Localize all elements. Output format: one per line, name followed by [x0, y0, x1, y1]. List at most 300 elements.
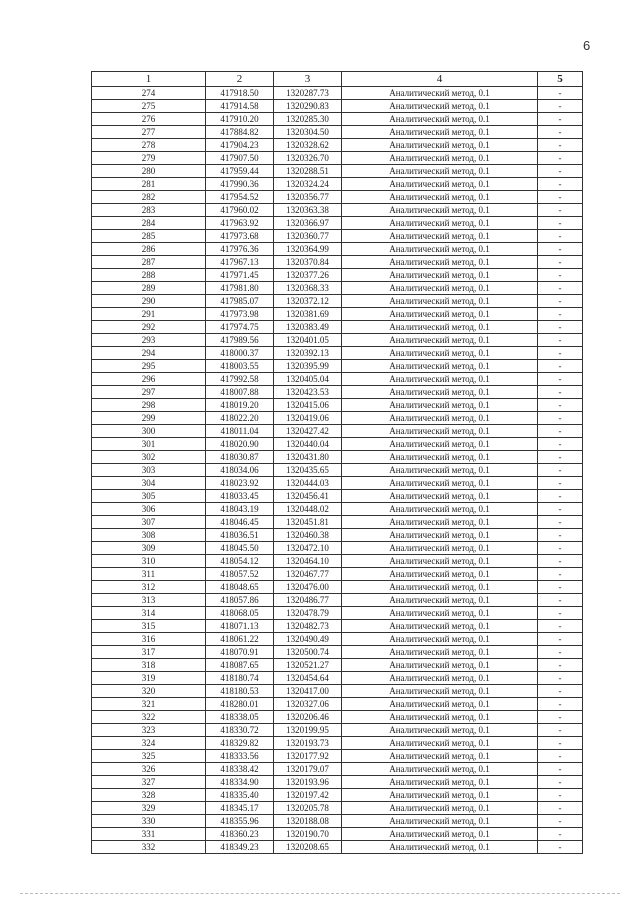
x-coordinate-cell: 418019.20: [206, 399, 274, 412]
x-coordinate-cell: 418023.92: [206, 477, 274, 490]
method-cell: Аналитический метод, 0.1: [342, 282, 538, 295]
description-cell: -: [538, 828, 583, 841]
table-row: [92, 126, 583, 139]
y-coordinate-cell: 1320324.24: [274, 178, 342, 191]
description-cell: -: [538, 360, 583, 373]
y-coordinate-cell: 1320482.73: [274, 620, 342, 633]
x-coordinate-cell: 417954.52: [206, 191, 274, 204]
y-coordinate-cell: 1320356.77: [274, 191, 342, 204]
method-cell: Аналитический метод, 0.1: [342, 594, 538, 607]
description-cell: -: [538, 815, 583, 828]
table-row: [92, 230, 583, 243]
method-cell: Аналитический метод, 0.1: [342, 490, 538, 503]
table-row: [92, 529, 583, 542]
table-row: [92, 165, 583, 178]
y-coordinate-cell: 1320366.97: [274, 217, 342, 230]
point-number-cell: 317: [92, 646, 206, 659]
x-coordinate-cell: 417907.50: [206, 152, 274, 165]
description-cell: -: [538, 503, 583, 516]
point-number-cell: 322: [92, 711, 206, 724]
y-coordinate-cell: 1320401.05: [274, 334, 342, 347]
table-row: [92, 178, 583, 191]
x-coordinate-cell: 418011.04: [206, 425, 274, 438]
y-coordinate-cell: 1320395.99: [274, 360, 342, 373]
x-coordinate-cell: 417974.75: [206, 321, 274, 334]
x-coordinate-cell: 418007.88: [206, 386, 274, 399]
table-row: [92, 425, 583, 438]
point-number-cell: 330: [92, 815, 206, 828]
point-number-cell: 332: [92, 841, 206, 854]
description-cell: -: [538, 217, 583, 230]
point-number-cell: 291: [92, 308, 206, 321]
method-cell: Аналитический метод, 0.1: [342, 672, 538, 685]
method-cell: Аналитический метод, 0.1: [342, 204, 538, 217]
description-cell: -: [538, 373, 583, 386]
description-cell: -: [538, 802, 583, 815]
method-cell: Аналитический метод, 0.1: [342, 828, 538, 841]
y-coordinate-cell: 1320435.65: [274, 464, 342, 477]
table-row: [92, 685, 583, 698]
y-coordinate-cell: 1320427.42: [274, 425, 342, 438]
y-coordinate-cell: 1320193.73: [274, 737, 342, 750]
description-cell: -: [538, 724, 583, 737]
table-row: [92, 698, 583, 711]
table-row: [92, 737, 583, 750]
point-number-cell: 281: [92, 178, 206, 191]
y-coordinate-cell: 1320205.78: [274, 802, 342, 815]
table-row: [92, 555, 583, 568]
point-number-cell: 311: [92, 568, 206, 581]
column-header-description: 5: [538, 72, 583, 87]
y-coordinate-cell: 1320179.07: [274, 763, 342, 776]
method-cell: Аналитический метод, 0.1: [342, 334, 538, 347]
table-row: [92, 828, 583, 841]
method-cell: Аналитический метод, 0.1: [342, 724, 538, 737]
point-number-cell: 318: [92, 659, 206, 672]
point-number-cell: 299: [92, 412, 206, 425]
y-coordinate-cell: 1320190.70: [274, 828, 342, 841]
x-coordinate-cell: 418349.23: [206, 841, 274, 854]
table-row: [92, 243, 583, 256]
point-number-cell: 290: [92, 295, 206, 308]
table-row: [92, 100, 583, 113]
x-coordinate-cell: 418036.51: [206, 529, 274, 542]
y-coordinate-cell: 1320383.49: [274, 321, 342, 334]
description-cell: -: [538, 711, 583, 724]
method-cell: Аналитический метод, 0.1: [342, 750, 538, 763]
table-body: [92, 87, 583, 854]
y-coordinate-cell: 1320431.80: [274, 451, 342, 464]
point-number-cell: 276: [92, 113, 206, 126]
y-coordinate-cell: 1320467.77: [274, 568, 342, 581]
x-coordinate-cell: 417992.58: [206, 373, 274, 386]
x-coordinate-cell: 418048.65: [206, 581, 274, 594]
method-cell: Аналитический метод, 0.1: [342, 646, 538, 659]
table-row: [92, 256, 583, 269]
point-number-cell: 328: [92, 789, 206, 802]
point-number-cell: 325: [92, 750, 206, 763]
description-cell: -: [538, 399, 583, 412]
y-coordinate-cell: 1320287.73: [274, 87, 342, 100]
method-cell: Аналитический метод, 0.1: [342, 100, 538, 113]
table-row: [92, 347, 583, 360]
x-coordinate-cell: 418022.20: [206, 412, 274, 425]
description-cell: -: [538, 438, 583, 451]
description-cell: -: [538, 776, 583, 789]
method-cell: Аналитический метод, 0.1: [342, 633, 538, 646]
description-cell: -: [538, 737, 583, 750]
x-coordinate-cell: 417967.13: [206, 256, 274, 269]
y-coordinate-cell: 1320419.06: [274, 412, 342, 425]
description-cell: -: [538, 841, 583, 854]
description-cell: -: [538, 542, 583, 555]
point-number-cell: 304: [92, 477, 206, 490]
x-coordinate-cell: 417989.56: [206, 334, 274, 347]
description-cell: -: [538, 334, 583, 347]
y-coordinate-cell: 1320199.95: [274, 724, 342, 737]
x-coordinate-cell: 418355.96: [206, 815, 274, 828]
table-row: [92, 386, 583, 399]
table-row: [92, 477, 583, 490]
description-cell: -: [538, 347, 583, 360]
x-coordinate-cell: 418043.19: [206, 503, 274, 516]
y-coordinate-cell: 1320381.69: [274, 308, 342, 321]
point-number-cell: 282: [92, 191, 206, 204]
y-coordinate-cell: 1320444.03: [274, 477, 342, 490]
point-number-cell: 278: [92, 139, 206, 152]
description-cell: -: [538, 412, 583, 425]
table-row: [92, 763, 583, 776]
method-cell: Аналитический метод, 0.1: [342, 542, 538, 555]
method-cell: Аналитический метод, 0.1: [342, 711, 538, 724]
description-cell: -: [538, 178, 583, 191]
table-header: [92, 72, 583, 87]
y-coordinate-cell: 1320327.06: [274, 698, 342, 711]
x-coordinate-cell: 418087.65: [206, 659, 274, 672]
description-cell: -: [538, 529, 583, 542]
x-coordinate-cell: 418003.55: [206, 360, 274, 373]
point-number-cell: 287: [92, 256, 206, 269]
method-cell: Аналитический метод, 0.1: [342, 230, 538, 243]
y-coordinate-cell: 1320364.99: [274, 243, 342, 256]
y-coordinate-cell: 1320288.51: [274, 165, 342, 178]
description-cell: -: [538, 620, 583, 633]
method-cell: Аналитический метод, 0.1: [342, 295, 538, 308]
coordinates-table: [91, 71, 583, 854]
x-coordinate-cell: 418338.05: [206, 711, 274, 724]
description-cell: -: [538, 594, 583, 607]
point-number-cell: 307: [92, 516, 206, 529]
table-row: [92, 451, 583, 464]
description-cell: -: [538, 685, 583, 698]
method-cell: Аналитический метод, 0.1: [342, 256, 538, 269]
table-row: [92, 672, 583, 685]
table-row: [92, 139, 583, 152]
description-cell: -: [538, 165, 583, 178]
point-number-cell: 296: [92, 373, 206, 386]
method-cell: Аналитический метод, 0.1: [342, 568, 538, 581]
description-cell: -: [538, 464, 583, 477]
description-cell: -: [538, 256, 583, 269]
y-coordinate-cell: 1320490.49: [274, 633, 342, 646]
table-row: [92, 295, 583, 308]
method-cell: Аналитический метод, 0.1: [342, 165, 538, 178]
method-cell: Аналитический метод, 0.1: [342, 217, 538, 230]
description-cell: -: [538, 633, 583, 646]
description-cell: -: [538, 243, 583, 256]
x-coordinate-cell: 418034.06: [206, 464, 274, 477]
description-cell: -: [538, 126, 583, 139]
header-row: [92, 72, 583, 87]
method-cell: Аналитический метод, 0.1: [342, 373, 538, 386]
x-coordinate-cell: 418360.23: [206, 828, 274, 841]
table-row: [92, 633, 583, 646]
y-coordinate-cell: 1320188.08: [274, 815, 342, 828]
x-coordinate-cell: 418333.56: [206, 750, 274, 763]
description-cell: -: [538, 763, 583, 776]
y-coordinate-cell: 1320440.04: [274, 438, 342, 451]
point-number-cell: 312: [92, 581, 206, 594]
x-coordinate-cell: 418045.50: [206, 542, 274, 555]
point-number-cell: 306: [92, 503, 206, 516]
description-cell: -: [538, 646, 583, 659]
method-cell: Аналитический метод, 0.1: [342, 841, 538, 854]
point-number-cell: 308: [92, 529, 206, 542]
table-row: [92, 464, 583, 477]
y-coordinate-cell: 1320285.30: [274, 113, 342, 126]
table-row: [92, 113, 583, 126]
table-row: [92, 607, 583, 620]
x-coordinate-cell: 417959.44: [206, 165, 274, 178]
point-number-cell: 298: [92, 399, 206, 412]
y-coordinate-cell: 1320476.00: [274, 581, 342, 594]
point-number-cell: 292: [92, 321, 206, 334]
method-cell: Аналитический метод, 0.1: [342, 789, 538, 802]
method-cell: Аналитический метод, 0.1: [342, 477, 538, 490]
x-coordinate-cell: 417960.02: [206, 204, 274, 217]
y-coordinate-cell: 1320478.79: [274, 607, 342, 620]
description-cell: -: [538, 87, 583, 100]
method-cell: Аналитический метод, 0.1: [342, 464, 538, 477]
table-row: [92, 646, 583, 659]
y-coordinate-cell: 1320368.33: [274, 282, 342, 295]
table-row: [92, 841, 583, 854]
x-coordinate-cell: 418000.37: [206, 347, 274, 360]
method-cell: Аналитический метод, 0.1: [342, 399, 538, 412]
point-number-cell: 300: [92, 425, 206, 438]
point-number-cell: 310: [92, 555, 206, 568]
x-coordinate-cell: 418033.45: [206, 490, 274, 503]
y-coordinate-cell: 1320193.96: [274, 776, 342, 789]
point-number-cell: 284: [92, 217, 206, 230]
point-number-cell: 280: [92, 165, 206, 178]
description-cell: -: [538, 191, 583, 204]
table-row: [92, 581, 583, 594]
point-number-cell: 301: [92, 438, 206, 451]
method-cell: Аналитический метод, 0.1: [342, 243, 538, 256]
table-row: [92, 373, 583, 386]
point-number-cell: 289: [92, 282, 206, 295]
method-cell: Аналитический метод, 0.1: [342, 191, 538, 204]
x-coordinate-cell: 418329.82: [206, 737, 274, 750]
x-coordinate-cell: 418330.72: [206, 724, 274, 737]
x-coordinate-cell: 418180.53: [206, 685, 274, 698]
point-number-cell: 277: [92, 126, 206, 139]
method-cell: Аналитический метод, 0.1: [342, 620, 538, 633]
point-number-cell: 327: [92, 776, 206, 789]
description-cell: -: [538, 308, 583, 321]
table-row: [92, 399, 583, 412]
description-cell: -: [538, 568, 583, 581]
description-cell: -: [538, 295, 583, 308]
x-coordinate-cell: 417973.98: [206, 308, 274, 321]
y-coordinate-cell: 1320521.27: [274, 659, 342, 672]
y-coordinate-cell: 1320304.50: [274, 126, 342, 139]
table-row: [92, 516, 583, 529]
x-coordinate-cell: 417981.80: [206, 282, 274, 295]
point-number-cell: 302: [92, 451, 206, 464]
point-number-cell: 320: [92, 685, 206, 698]
description-cell: -: [538, 152, 583, 165]
point-number-cell: 319: [92, 672, 206, 685]
y-coordinate-cell: 1320451.81: [274, 516, 342, 529]
table-row: [92, 87, 583, 100]
method-cell: Аналитический метод, 0.1: [342, 737, 538, 750]
description-cell: -: [538, 659, 583, 672]
x-coordinate-cell: 418071.13: [206, 620, 274, 633]
y-coordinate-cell: 1320454.64: [274, 672, 342, 685]
description-cell: -: [538, 607, 583, 620]
point-number-cell: 288: [92, 269, 206, 282]
x-coordinate-cell: 418020.90: [206, 438, 274, 451]
x-coordinate-cell: 418054.12: [206, 555, 274, 568]
description-cell: -: [538, 139, 583, 152]
y-coordinate-cell: 1320460.38: [274, 529, 342, 542]
table-row: [92, 776, 583, 789]
y-coordinate-cell: 1320448.02: [274, 503, 342, 516]
x-coordinate-cell: 418046.45: [206, 516, 274, 529]
method-cell: Аналитический метод, 0.1: [342, 412, 538, 425]
table-row: [92, 620, 583, 633]
description-cell: -: [538, 282, 583, 295]
x-coordinate-cell: 418070.91: [206, 646, 274, 659]
table-row: [92, 711, 583, 724]
method-cell: Аналитический метод, 0.1: [342, 503, 538, 516]
method-cell: Аналитический метод, 0.1: [342, 607, 538, 620]
table-row: [92, 360, 583, 373]
point-number-cell: 329: [92, 802, 206, 815]
x-coordinate-cell: 417976.36: [206, 243, 274, 256]
method-cell: Аналитический метод, 0.1: [342, 425, 538, 438]
y-coordinate-cell: 1320423.53: [274, 386, 342, 399]
x-coordinate-cell: 418061.22: [206, 633, 274, 646]
point-number-cell: 295: [92, 360, 206, 373]
point-number-cell: 323: [92, 724, 206, 737]
point-number-cell: 285: [92, 230, 206, 243]
point-number-cell: 315: [92, 620, 206, 633]
method-cell: Аналитический метод, 0.1: [342, 451, 538, 464]
table-row: [92, 204, 583, 217]
method-cell: Аналитический метод, 0.1: [342, 529, 538, 542]
description-cell: -: [538, 386, 583, 399]
description-cell: -: [538, 555, 583, 568]
description-cell: -: [538, 269, 583, 282]
point-number-cell: 297: [92, 386, 206, 399]
scan-edge-line: [20, 893, 620, 894]
point-number-cell: 294: [92, 347, 206, 360]
table-row: [92, 750, 583, 763]
y-coordinate-cell: 1320197.42: [274, 789, 342, 802]
y-coordinate-cell: 1320415.06: [274, 399, 342, 412]
point-number-cell: 314: [92, 607, 206, 620]
x-coordinate-cell: 417884.82: [206, 126, 274, 139]
description-cell: -: [538, 321, 583, 334]
y-coordinate-cell: 1320405.04: [274, 373, 342, 386]
point-number-cell: 279: [92, 152, 206, 165]
method-cell: Аналитический метод, 0.1: [342, 802, 538, 815]
x-coordinate-cell: 418068.05: [206, 607, 274, 620]
column-header-x: 2: [206, 72, 274, 87]
method-cell: Аналитический метод, 0.1: [342, 87, 538, 100]
y-coordinate-cell: 1320290.83: [274, 100, 342, 113]
description-cell: -: [538, 477, 583, 490]
method-cell: Аналитический метод, 0.1: [342, 308, 538, 321]
method-cell: Аналитический метод, 0.1: [342, 386, 538, 399]
column-header-method: 4: [342, 72, 538, 87]
x-coordinate-cell: 418334.90: [206, 776, 274, 789]
table-row: [92, 659, 583, 672]
y-coordinate-cell: 1320472.10: [274, 542, 342, 555]
method-cell: Аналитический метод, 0.1: [342, 321, 538, 334]
table-row: [92, 321, 583, 334]
table-row: [92, 568, 583, 581]
page-number: 6: [583, 38, 591, 53]
x-coordinate-cell: 417904.23: [206, 139, 274, 152]
description-cell: -: [538, 451, 583, 464]
method-cell: Аналитический метод, 0.1: [342, 438, 538, 451]
point-number-cell: 316: [92, 633, 206, 646]
description-cell: -: [538, 750, 583, 763]
y-coordinate-cell: 1320208.65: [274, 841, 342, 854]
x-coordinate-cell: 417973.68: [206, 230, 274, 243]
table-row: [92, 490, 583, 503]
y-coordinate-cell: 1320500.74: [274, 646, 342, 659]
table-row: [92, 815, 583, 828]
y-coordinate-cell: 1320328.62: [274, 139, 342, 152]
y-coordinate-cell: 1320363.38: [274, 204, 342, 217]
table-row: [92, 503, 583, 516]
x-coordinate-cell: 418338.42: [206, 763, 274, 776]
method-cell: Аналитический метод, 0.1: [342, 139, 538, 152]
point-number-cell: 283: [92, 204, 206, 217]
description-cell: -: [538, 698, 583, 711]
method-cell: Аналитический метод, 0.1: [342, 685, 538, 698]
table-row: [92, 191, 583, 204]
y-coordinate-cell: 1320177.92: [274, 750, 342, 763]
table-row: [92, 438, 583, 451]
method-cell: Аналитический метод, 0.1: [342, 113, 538, 126]
point-number-cell: 313: [92, 594, 206, 607]
method-cell: Аналитический метод, 0.1: [342, 152, 538, 165]
description-cell: -: [538, 113, 583, 126]
x-coordinate-cell: 418280.01: [206, 698, 274, 711]
point-number-cell: 286: [92, 243, 206, 256]
point-number-cell: 321: [92, 698, 206, 711]
y-coordinate-cell: 1320392.13: [274, 347, 342, 360]
table-row: [92, 789, 583, 802]
x-coordinate-cell: 417963.92: [206, 217, 274, 230]
method-cell: Аналитический метод, 0.1: [342, 347, 538, 360]
